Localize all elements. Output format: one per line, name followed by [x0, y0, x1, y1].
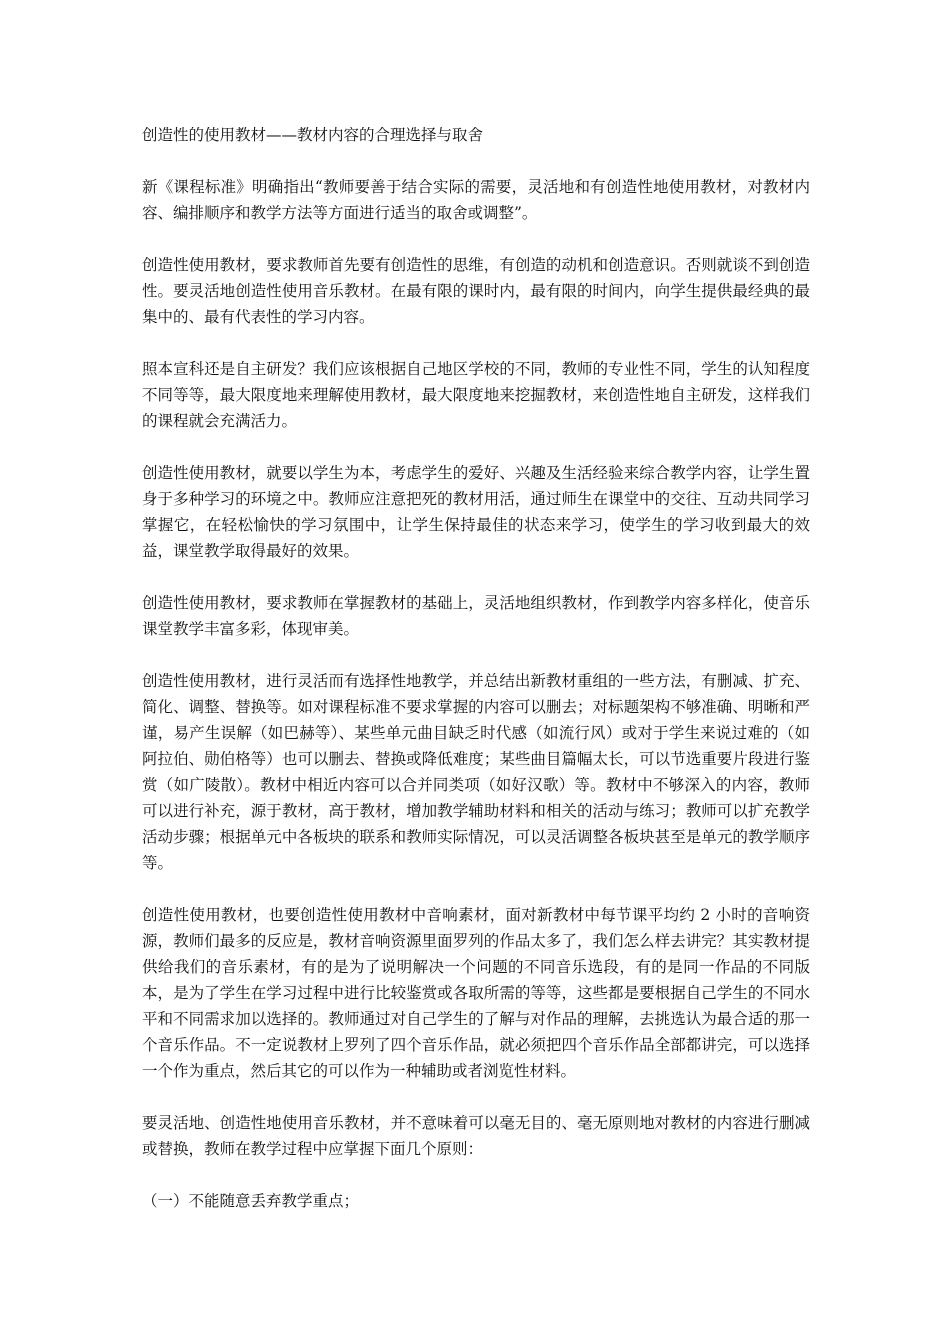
paragraph-8: 要灵活地、创造性地使用音乐教材，并不意味着可以毫无目的、毫无原则地对教材的内容进行删减或替换，教师在教学过程中应掌握下面几个原则：	[142, 1114, 810, 1158]
paragraph-7: 创造性使用教材，也要创造性使用教材中音响素材，面对新教材中每节课平均约 2 小时的音响资源，教师们最多的反应是，教材音响资源里面罗列的作品太多了，我们怎么样去讲完？其实教材提供给我们的音乐素材，有的是为了说明解决一个问题的不同音乐选段，有的是同一作品的不同版本，是为了学生在学习过程中进行比较鉴赏或各取所需的等等，这些都是要根据自己学生的不同水平和不同需求加以选择的。教师通过对自己学生的了解与对作品的理解，去挑选认为最合适的那一个音乐作品。不一定说教材上罗列了四个音乐作品，就必须把四个音乐作品全部都讲完，可以选择一个作为重点，然后其它的可以作为一种辅助或者浏览性材料。	[142, 906, 810, 1080]
paragraph-5: 创造性使用教材，要求教师在掌握教材的基础上，灵活地组织教材，作到教学内容多样化，使音乐课堂教学丰富多彩，体现审美。	[142, 594, 810, 638]
paragraph-1: 新《课程标准》明确指出“教师要善于结合实际的需要，灵活地和有创造性地使用教材，对教材内容、编排顺序和教学方法等方面进行适当的取舍或调整”。	[142, 178, 810, 222]
document-title: 创造性的使用教材——教材内容的合理选择与取舍	[142, 126, 484, 144]
paragraph-2: 创造性使用教材，要求教师首先要有创造性的思维，有创造的动机和创造意识。否则就谈不到创造性。要灵活地创造性使用音乐教材。在最有限的课时内，最有限的时间内，向学生提供最经典的最集中的、最有代表性的学习内容。	[142, 256, 810, 326]
principle-1: （一）不能随意丢弃教学重点；	[142, 1192, 360, 1210]
paragraph-6: 创造性使用教材，进行灵活而有选择性地教学，并总结出新教材重组的一些方法，有删减、扩充、简化、调整、替换等。如对课程标准不要求掌握的内容可以删去；对标题架构不够准确、明晰和严谨，易产生误解（如巴赫等）、某些单元曲目缺乏时代感（如流行风）或对于学生来说过难的（如阿拉伯、勋伯格等）也可以删去、替换或降低难度；某些曲目篇幅太长，可以节选重要片段进行鉴赏（如广陵散）。教材中相近内容可以合并同类项（如好汉歌）等。教材中不够深入的内容，教师可以进行补充，源于教材，高于教材，增加教学辅助材料和相关的活动与练习；教师可以扩充教学活动步骤；根据单元中各板块的联系和教师实际情况，可以灵活调整各板块甚至是单元的教学顺序等。	[142, 672, 810, 872]
paragraph-3: 照本宣科还是自主研发？我们应该根据自己地区学校的不同，教师的专业性不同，学生的认知程度不同等等，最大限度地来理解使用教材，最大限度地来挖掘教材，来创造性地自主研发，这样我们的课程就会充满活力。	[142, 360, 810, 430]
document-body	[142, 122, 810, 1240]
paragraph-4: 创造性使用教材，就要以学生为本，考虑学生的爱好、兴趣及生活经验来综合教学内容，让学生置身于多种学习的环境之中。教师应注意把死的教材用活，通过师生在课堂中的交往、互动共同学习掌握它，在轻松愉快的学习氛围中，让学生保持最佳的状态来学习，使学生的学习收到最大的效益，课堂教学取得最好的效果。	[142, 464, 810, 560]
